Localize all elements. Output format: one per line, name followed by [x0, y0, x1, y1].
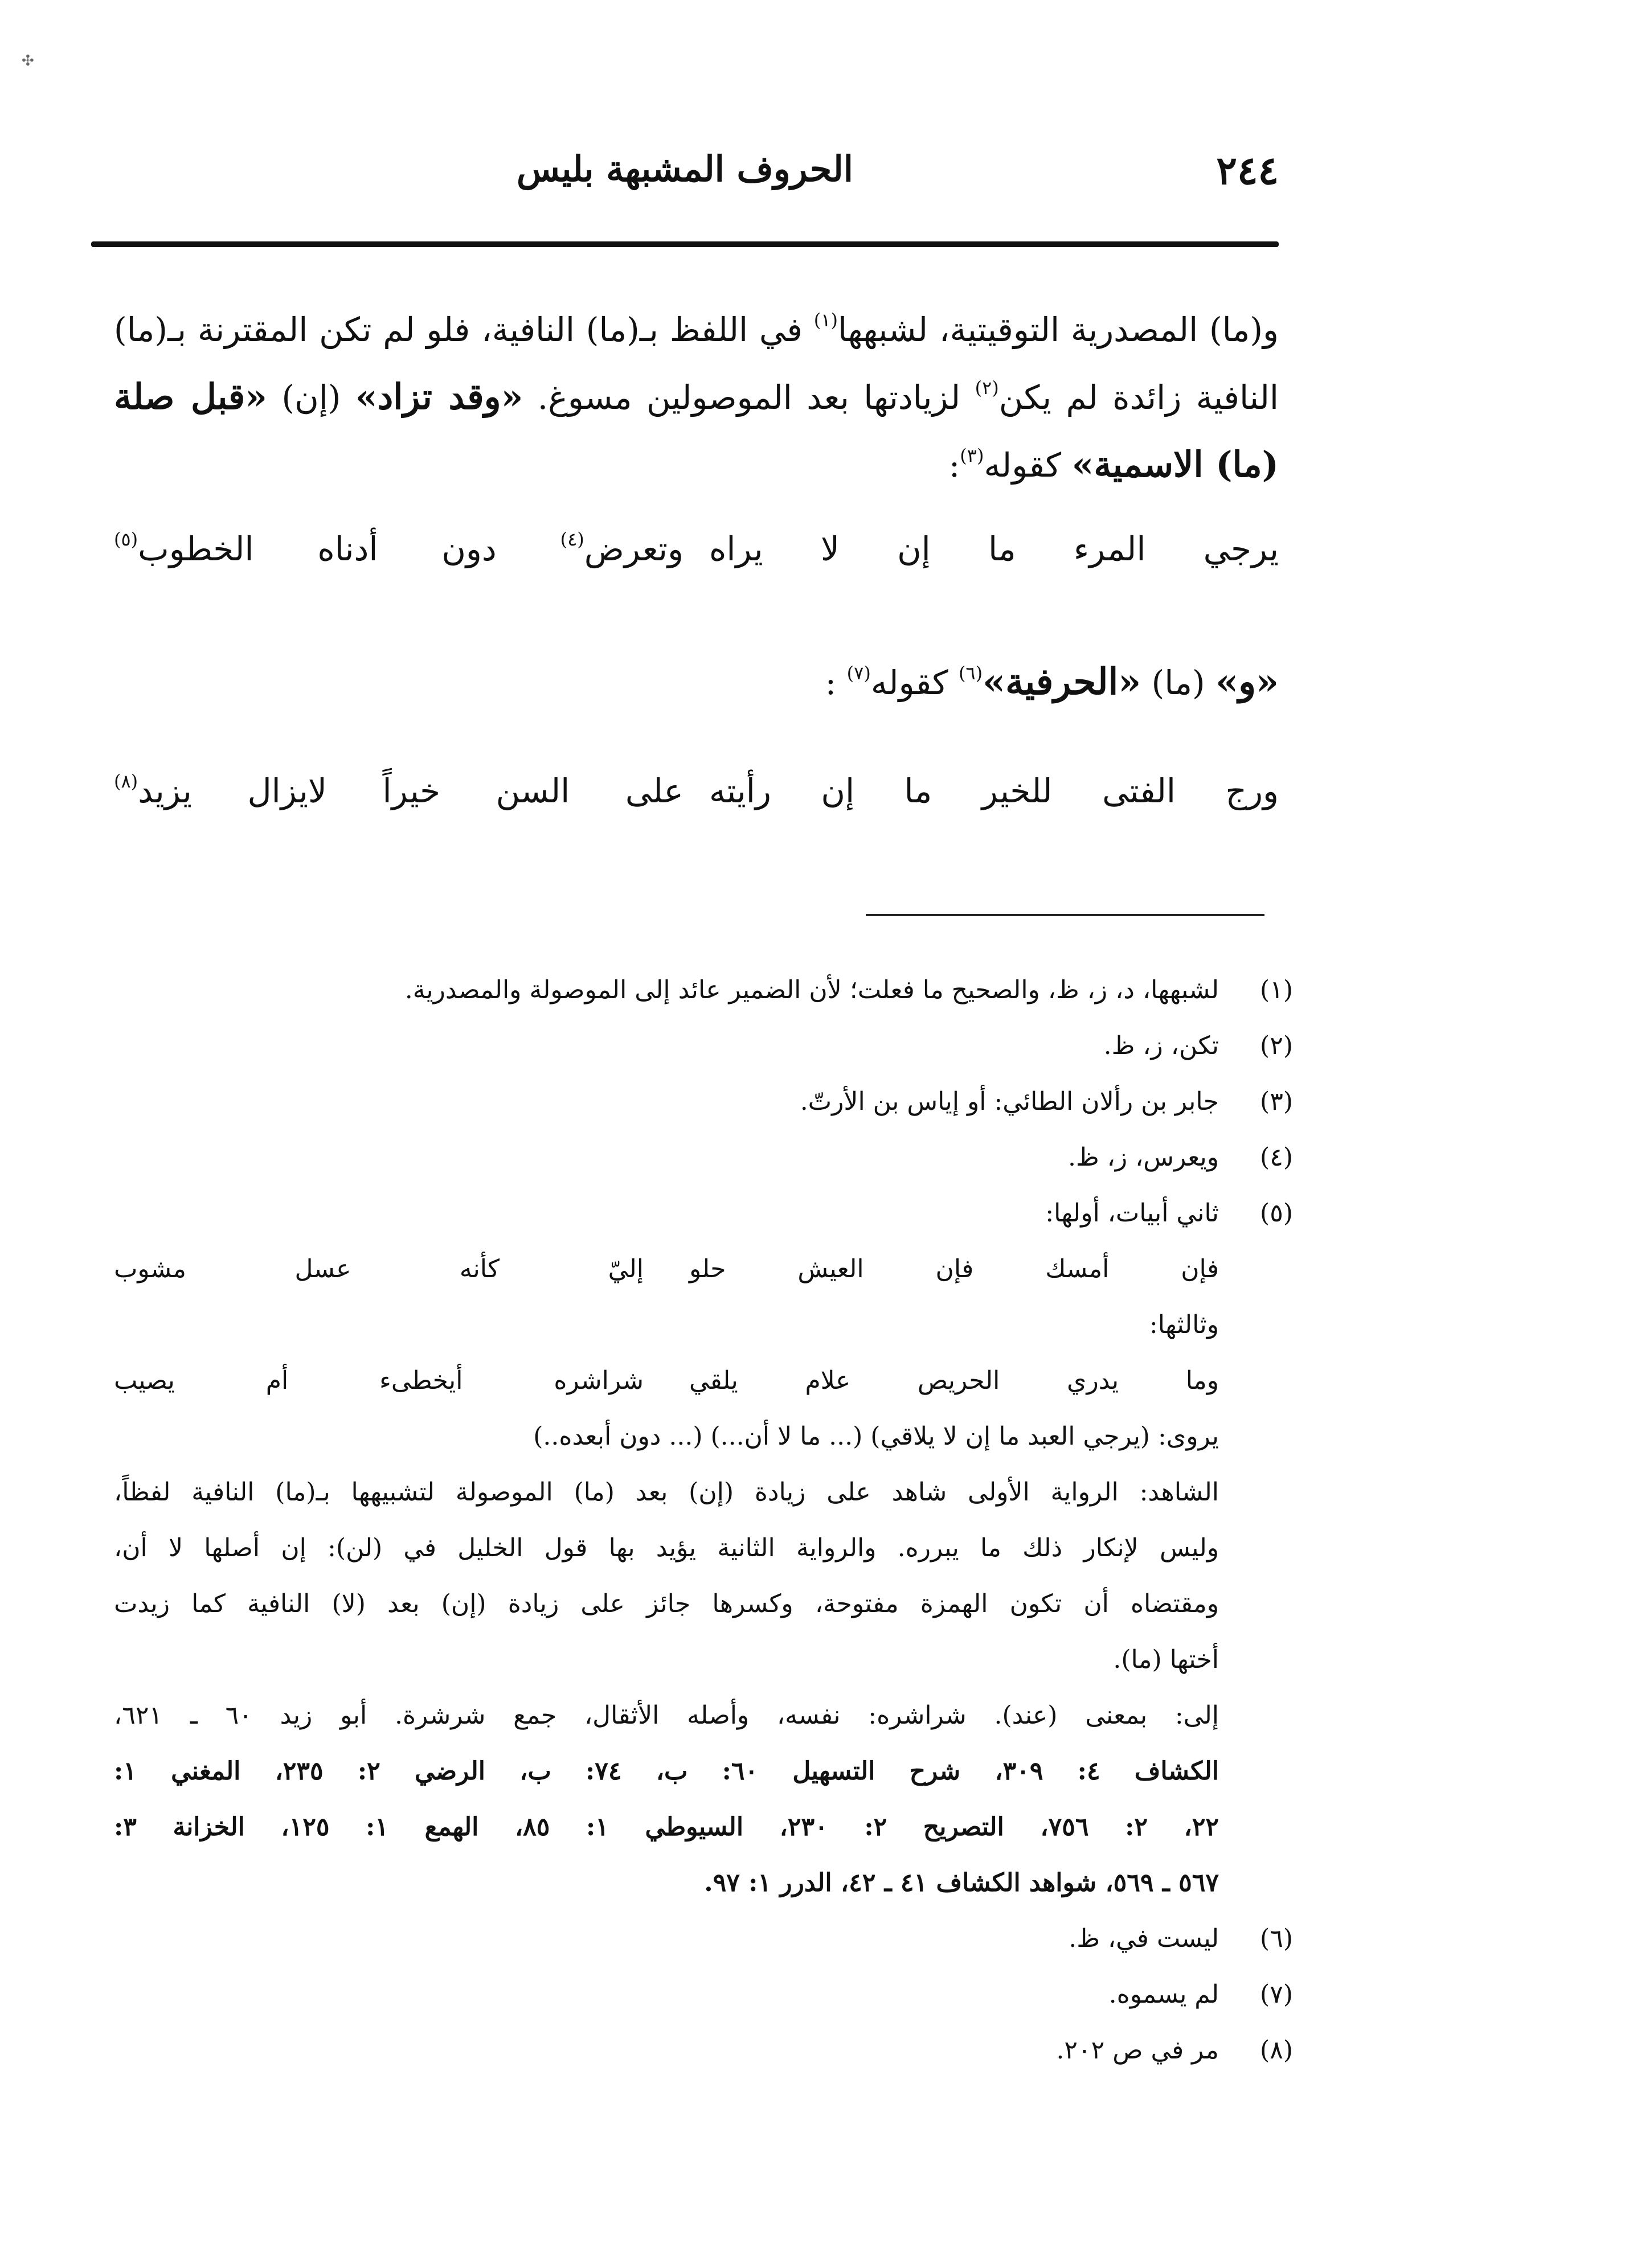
p1-text-in: (إن) — [267, 378, 355, 417]
footnote-3 — [114, 1074, 1293, 1130]
footnote-6 — [114, 1911, 1293, 1967]
p1-text-c: لزيادتها بعد الموصولين مسوغ. — [523, 378, 975, 417]
footnote-5-riwaya: يروى: (يرجي العبد ما إن لا يلاقي) (... ما لا أن...) (... دون أبعده..) — [533, 1422, 1219, 1451]
footnote-text: ليست في، ظ. — [1069, 1924, 1219, 1953]
footnote-mark-8[interactable]: (٨) — [114, 770, 138, 792]
line6-bold-harfiyya: «الحرفية» — [983, 661, 1141, 703]
harfiyya-line — [825, 661, 1279, 703]
verse-a-first-hemistich: فإن أمسك فإن العيش حلو — [689, 1254, 1219, 1283]
footnote-mark-3[interactable]: (٣) — [960, 445, 984, 466]
footnote-5-verse-b — [114, 1353, 1219, 1409]
main-text — [114, 296, 1279, 499]
p1-text-a: و(ما) المصدرية التوقيتية، لشبهها — [837, 310, 1279, 349]
verse-1-first-hemistich: يرجي المرء ما إن لا يراه — [709, 530, 1279, 568]
footnote-number: (٥) — [1260, 1199, 1293, 1228]
verse-2 — [114, 772, 1279, 829]
footnote-text: لم يسموه. — [1108, 1980, 1219, 2009]
footnote-5-sources-3: ٥٦٧ ـ ٥٦٩، شواهد الكشاف ٤١ ـ ٤٢، الدرر ١: ٩٧. — [704, 1868, 1219, 1897]
footnote-mark-7[interactable]: (٧) — [846, 662, 871, 684]
footnote-text: ويعرس، ز، ظ. — [1067, 1143, 1219, 1172]
footnote-number: (٨) — [1260, 2036, 1293, 2065]
verse-1-h2-part-b: دون أدناه الخطوب — [138, 530, 560, 568]
footnote-text: مر في ص ٢٠٢. — [1056, 2036, 1219, 2065]
footnote-number: (١) — [1260, 975, 1293, 1004]
verse-b-second-hemistich: شراشره أيخطىء أم يصيب — [114, 1366, 644, 1395]
page-header — [91, 148, 1279, 216]
footnote-4 — [114, 1130, 1293, 1186]
footnote-2 — [114, 1018, 1293, 1074]
scan-speck-icon: ✣ — [22, 52, 34, 69]
footnote-mark-6[interactable]: (٦) — [958, 662, 983, 684]
line6-text-ma: (ما) — [1141, 663, 1216, 702]
footnote-5-sources-1: الكشاف ٤: ٣٠٩، شرح التسهيل ٦٠: ب، ٧٤: ب، الرضي ٢: ٢٣٥، المغني ١: — [114, 1757, 1219, 1786]
verse-2-h2-text: على السن خيراً لايزال يزيد — [138, 772, 684, 810]
footnote-mark-1[interactable]: (١) — [813, 309, 838, 331]
verse-1 — [114, 530, 1279, 587]
footnote-1 — [114, 962, 1293, 1018]
footnote-5-shahid-line-2: وليس لإنكار ذلك ما يبرره. والرواية الثانية يؤيد بها قول الخليل في (لن): إن أصلها لا أن، — [114, 1533, 1219, 1562]
p1-text-kaqawlih: كقوله — [984, 446, 1072, 485]
verse-a-second-hemistich: إليّ كأنه عسل مشوب — [114, 1254, 644, 1283]
footnote-8 — [114, 2023, 1293, 2078]
footnote-5-shahid-line-4: أختها (ما). — [1113, 1645, 1219, 1674]
footnote-number: (٧) — [1260, 1980, 1293, 2009]
footnote-5-sources-2: ٢٢، ٢: ٧٥٦، التصريح ٢: ٢٣٠، السيوطي ١: ٨٥، الهمع ١: ١٢٥، الخزانة ٣: — [114, 1812, 1219, 1842]
p1-colon: : — [948, 446, 960, 485]
line6-text-kaqawlih: كقوله — [870, 663, 959, 702]
p1-text-b: في اللفظ بـ(ما) النافية، فلو لم تكن المقترنة بـ(ما) النافية زائدة لم يكن — [114, 310, 1279, 417]
verse-1-h2-part-a: وتعرض — [584, 530, 684, 568]
footnote-text: جابر بن رألان الطائي: أو إياس بن الأرتّ. — [800, 1087, 1219, 1116]
running-title: الحروف المشبهة بليس — [516, 148, 854, 190]
footnote-number: (٣) — [1260, 1087, 1293, 1116]
page-number: ٢٤٤ — [1216, 148, 1279, 194]
footnote-5-third-label: وثالثها: — [1149, 1310, 1219, 1339]
footnotes — [114, 962, 1293, 2078]
footnote-number: (٢) — [1260, 1031, 1293, 1060]
footnote-number: (٤) — [1260, 1143, 1293, 1172]
verse-2-second-hemistich — [114, 772, 684, 810]
line6-bold-wa: «و» — [1215, 661, 1279, 703]
p1-bold-qabla-sila: «قبل صلة (ما) الاسمية» — [114, 376, 1279, 485]
header-rule — [91, 241, 1279, 247]
verse-2-first-hemistich: ورج الفتى للخير ما إن رأيته — [709, 772, 1279, 810]
footnote-number: (٦) — [1260, 1924, 1293, 1953]
footnote-separator — [866, 914, 1264, 916]
footnote-5-shahid-line-3: ومقتضاه أن تكون الهمزة مفتوحة، وكسرها جائز على زيادة (إن) بعد (لا) النافية كما زيدت — [114, 1589, 1219, 1618]
footnote-5-verse-a — [114, 1241, 1219, 1297]
footnote-5 — [114, 1186, 1293, 1241]
footnote-text: ثاني أبيات، أولها: — [1045, 1199, 1219, 1228]
footnote-7 — [114, 1967, 1293, 2023]
footnote-5-shahid-line-1: الشاهد: الرواية الأولى شاهد على زيادة (إن) بعد (ما) الموصولة لتشبيهها بـ(ما) النافية لفظاً، — [114, 1478, 1219, 1507]
verse-1-second-hemistich — [114, 530, 684, 568]
line6-colon: : — [825, 663, 847, 702]
footnote-text: لشبهها، د، ز، ظ، والصحيح ما فعلت؛ لأن الضمير عائد إلى الموصولة والمصدرية. — [404, 975, 1219, 1004]
p1-bold-wa-qad-tuzad: «وقد تزاد» — [355, 376, 523, 417]
footnote-mark-5[interactable]: (٥) — [114, 528, 138, 550]
footnote-mark-4[interactable]: (٤) — [560, 528, 584, 550]
footnote-5-lugha: إلى: بمعنى (عند). شراشره: نفسه، وأصله الأثقال، جمع شرشرة. أبو زيد ٦٠ ـ ٦٢١، — [114, 1701, 1219, 1730]
verse-b-first-hemistich: وما يدري الحريص علام يلقي — [689, 1366, 1219, 1395]
footnote-mark-2[interactable]: (٢) — [975, 377, 999, 399]
footnote-text: تكن، ز، ظ. — [1103, 1031, 1219, 1060]
paragraph-1 — [114, 296, 1279, 499]
